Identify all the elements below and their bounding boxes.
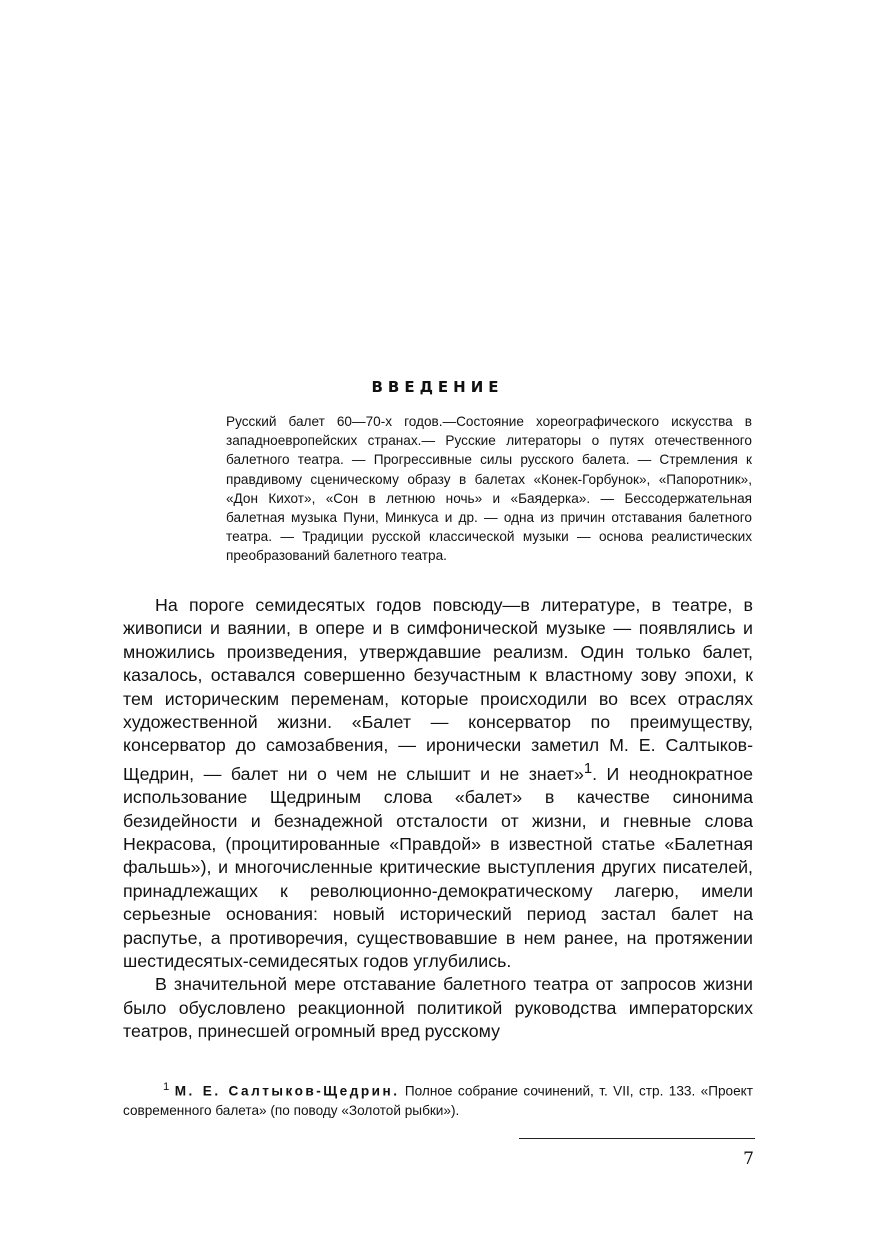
footnote-marker: 1 bbox=[163, 1081, 170, 1093]
paragraph-1-part-2: . И неоднократное использование Щедриным слова «балет» в качестве синонима безидейности и безнадежной отсталости от жизни, и гневные слова Некрасова, (процитированные «Правдой» в известной статье «Балетная фальшь»), и многочисленные критические выступления других писателей, принадлежащих к революционно-демократическому лагерю, имели серьезные основания: новый исторический период застал балет на распутье, а противоречия, существовавшие в нем ранее, на протяжении шестидесятых-семидесятых годов углубились. bbox=[123, 763, 753, 972]
paragraph-2: В значительной мере отставание балетного театра от запросов жизни было обусловлено реакционной политикой руководства императорских театров, принесшей огромный вред русскому bbox=[123, 974, 753, 1042]
bottom-rule bbox=[519, 1138, 755, 1139]
footnote-author: М. Е. Салтыков-Щедрин. bbox=[174, 1083, 400, 1099]
paragraph-1 bbox=[123, 594, 753, 973]
main-text bbox=[123, 594, 753, 1044]
chapter-synopsis: Русский балет 60—70-х годов.—Состояние хореографического искусства в западноевропейских странах.— Русские литераторы о путях отечественного балетного театра. — Прогрессивные силы русского балета. — Стремления к правдивому сценическому образу в балетах «Конек-Горбунок», «Папоротник», «Дон Кихот», «Сон в летнюю ночь» и «Баядерка». — Бессодержательная балетная музыка Пуни, Минкуса и др. — одна из причин отставания балетного театра. — Традиции русской классической музыки — основа реалистических преобразований балетного театра. bbox=[226, 414, 752, 564]
chapter-heading: ВВЕДЕНИЕ bbox=[371, 378, 504, 396]
footnote-reference: 1 bbox=[583, 760, 593, 777]
page-number: 7 bbox=[743, 1149, 754, 1169]
footnote-text: Полное собрание сочинений, т. VII, стр. 133. «Проект современного балета» (по поводу «Золотой рыбки»). bbox=[123, 1083, 753, 1118]
paragraph-1-part-1: На пороге семидесятых годов повсюду—в литературе, в театре, в живописи и ваянии, в опере и в симфонической музыке — появлялись и множились произведения, утверждавшие реализм. Один только балет, казалось, оставался совершенно безучастным к властному зову эпохи, к тем историческим переменам, которые происходили во всех отраслях художественной жизни. «Балет — консерватор по преимуществу, консерватор до самозабвения, — иронически заметил М. Е. Салтыков-Щедрин, — балет ни о чем не слышит и не знает» bbox=[123, 595, 753, 784]
footnote bbox=[123, 1078, 753, 1120]
